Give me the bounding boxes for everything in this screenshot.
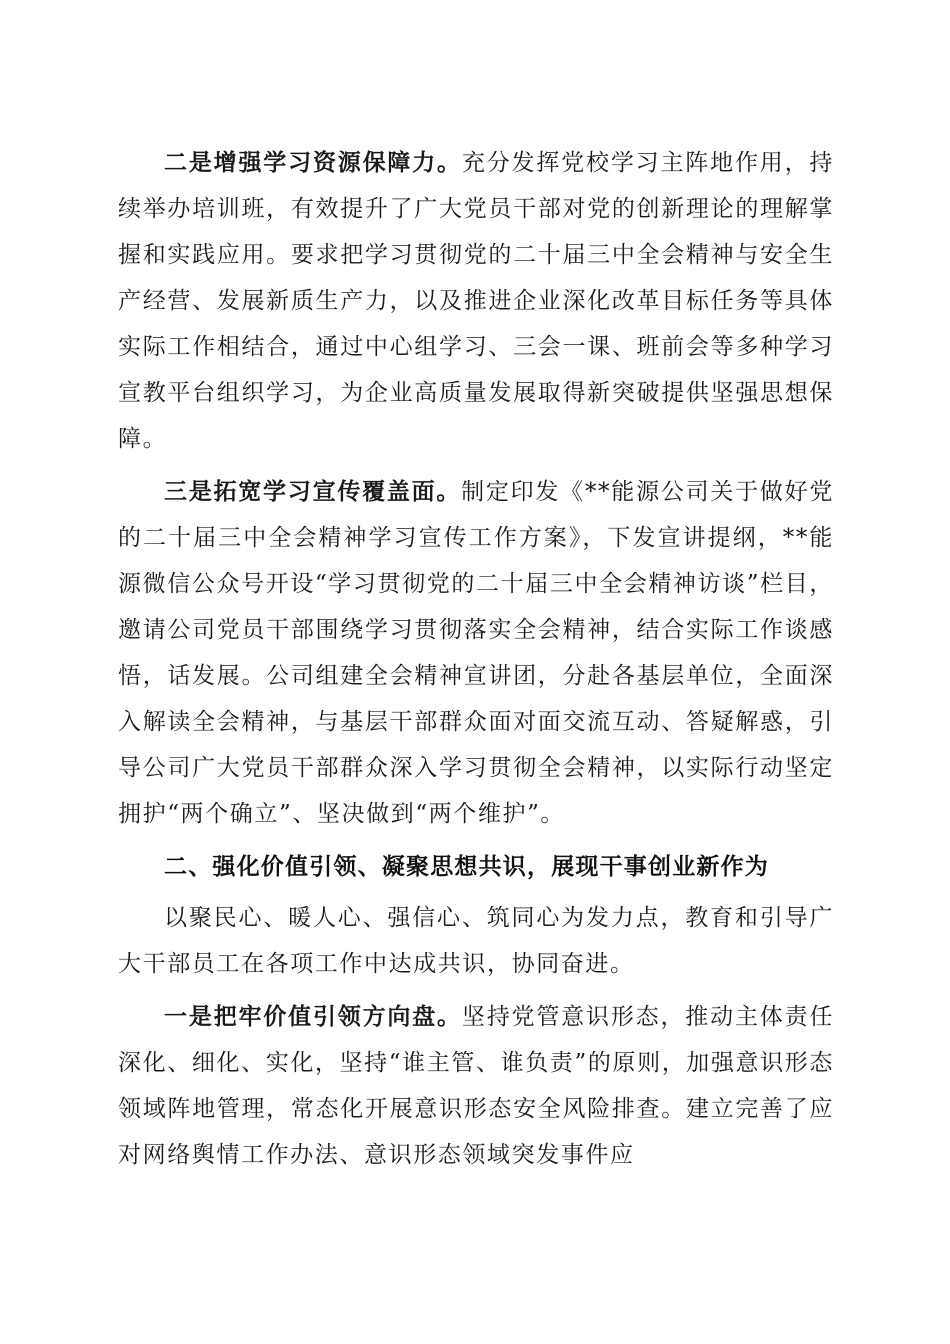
paragraph-text: 坚持党管意识形态，推动主体责任深化、细化、实化，坚持“谁主管、谁负责”的原则，加强意识形态领域阵地管理，常态化开展意识形态安全风险排查。建立完善了应对网络舆情工作办法、意识形态领域突发事件应 [118,1004,835,1168]
document-body [118,140,834,1185]
paragraph-publicity-coverage [118,469,834,837]
section-intro-paragraph: 以聚民心、暖人心、强信心、筑同心为发力点，教育和引导广大干部员工在各项工作中达成共识，协同奋进。 [118,905,834,977]
paragraph-lead: 一是把牢价值引领方向盘。 [164,1003,462,1030]
paragraph-value-guidance [118,994,834,1178]
paragraph-resource-guarantee [118,140,834,462]
paragraph-lead: 三是拓宽学习宣传覆盖面。 [164,478,462,505]
section-heading: 二、强化价值引领、凝聚思想共识，展现干事创业新作为 [164,854,769,880]
paragraph-text: 充分发挥党校学习主阵地作用，持续举办培训班，有效提升了广大党员干部对党的创新理论的理解掌握和实践应用。要求把学习贯彻党的二十届三中全会精神与安全生产经营、发展新质生产力，以及推进企业深化改革目标任务等具体实际工作相结合，通过中心组学习、三会一课、班前会等多种学习宣教平台组织学习，为企业高质量发展取得新突破提供坚强思想保障。 [118,150,835,452]
paragraph-text: 制定印发《**能源公司关于做好党的二十届三中全会精神学习宣传工作方案》，下发宣讲提纲，**能源微信公众号开设“学习贯彻党的二十届三中全会精神访谈”栏目，邀请公司党员干部围绕学习贯彻落实全会精神，结合实际工作谈感悟，话发展。公司组建全会精神宣讲团，分赴各基层单位，全面深入解读全会精神，与基层干部群众面对面交流互动、答疑解惑，引导公司广大党员干部群众深入学习贯彻全会精神，以实际行动坚定拥护“两个确立”、坚决做到“两个维护”。 [118,479,834,827]
paragraph-lead: 二是增强学习资源保障力。 [164,149,462,176]
